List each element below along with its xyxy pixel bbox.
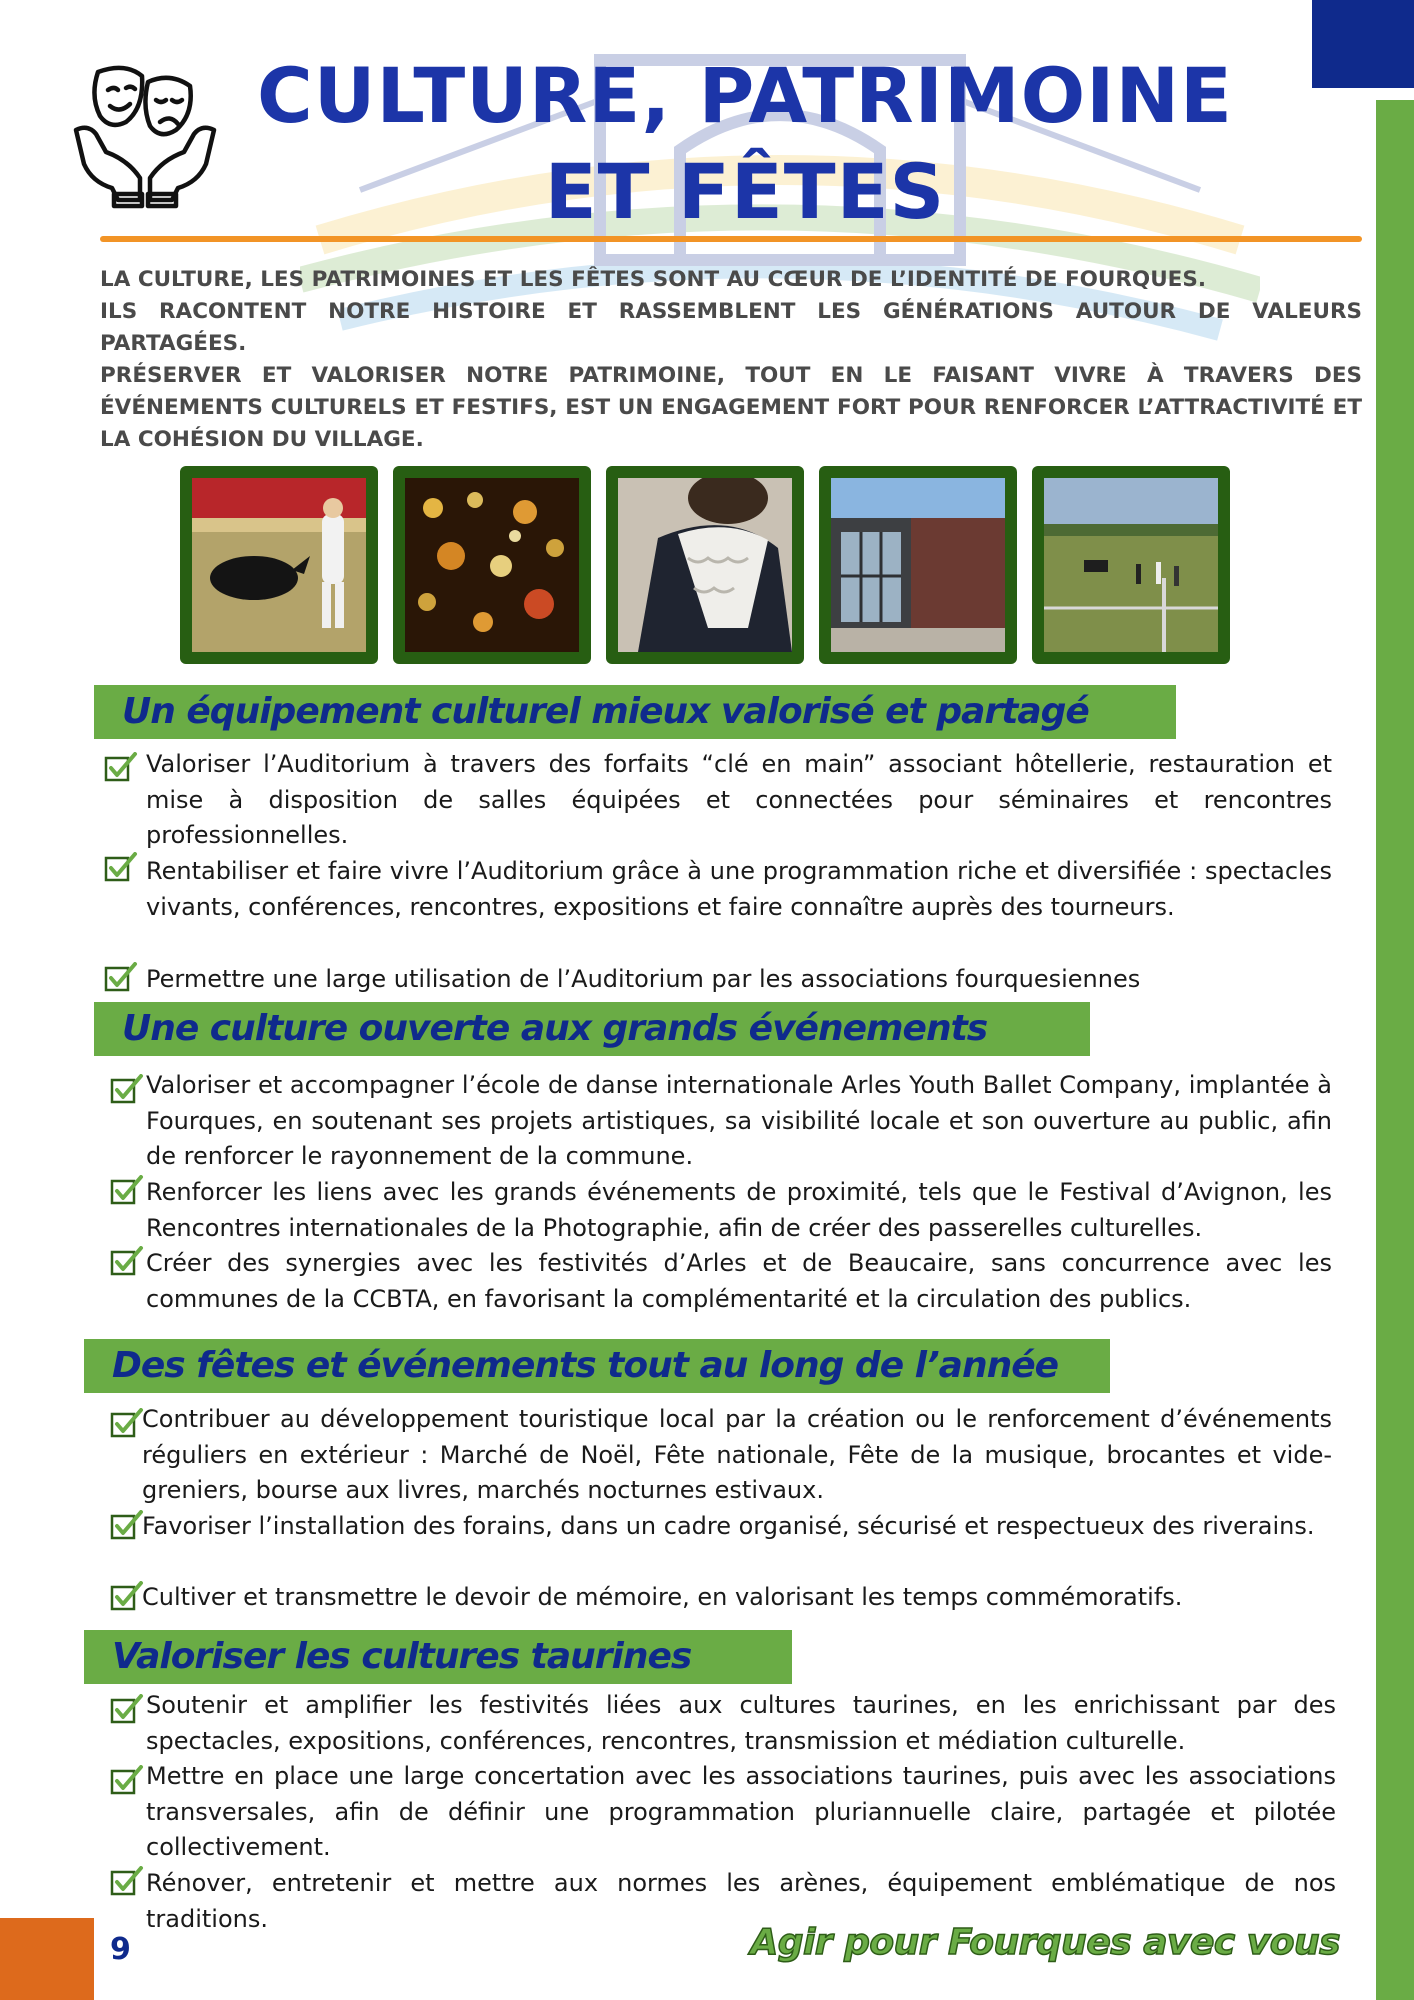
photo-bull-run — [180, 466, 378, 664]
list-item: Favoriser l’installation des forains, dans un cadre organisé, sécurisé et respectueux des riverains. — [142, 1512, 1315, 1540]
auditorium-photo-icon — [831, 478, 1005, 652]
checkbox-icon — [110, 1694, 144, 1726]
bull-photo-icon — [192, 478, 366, 652]
list-item: Créer des synergies avec les festivités d’Arles et de Beaucaire, sans concurrence avec les communes de la CCBTA, en favorisant la complémentarité et la circulation des publics. — [146, 1249, 1332, 1313]
list-item: Rentabiliser et faire vivre l’Auditorium grâce à une programmation riche et diversifiée : spectacles vivants, conférences, rencontres, expositions et faire connaître auprès des tourneurs. — [146, 857, 1332, 921]
field-photo-icon — [1044, 478, 1218, 652]
section-title: Valoriser les cultures taurines — [112, 1636, 692, 1677]
list-item: Mettre en place une large concertation avec les associations taurines, puis avec les associations transversales, afin de définir une programmation pluriannuelle claire, partagée et pilotée collectivement. — [146, 1762, 1336, 1861]
checkbox-icon — [110, 1866, 144, 1898]
lights-photo-icon — [405, 478, 579, 652]
section-title: Un équipement culturel mieux valorisé et partagé — [122, 691, 1089, 732]
checkbox-icon — [110, 1246, 144, 1278]
list-item: Cultiver et transmettre le devoir de mémoire, en valorisant les temps commémoratifs. — [142, 1583, 1183, 1611]
footer-slogan: Agir pour Fourques avec vous — [750, 1922, 1340, 1963]
list-item: Rénover, entretenir et mettre aux normes les arènes, équipement emblématique de nos traditions. — [146, 1869, 1336, 1933]
title-divider — [100, 236, 1362, 242]
list-item: Contribuer au développement touristique local par la création ou le renforcement d’événements réguliers en extérieur : Marché de Noël, Fête nationale, Fête de la musique, brocantes et vide-greniers, bourse aux livres, marchés nocturnes estivaux. — [142, 1405, 1332, 1504]
list-item: Soutenir et amplifier les festivités liées aux cultures taurines, en les enrichissant par des spectacles, expositions, conférences, rencontres, transmission et médiation culturelle. — [146, 1691, 1336, 1755]
section-title: Une culture ouverte aux grands événements — [122, 1008, 988, 1049]
photo-gallery — [180, 466, 1230, 664]
photo-lace-costume — [606, 466, 804, 664]
checkbox-icon — [110, 1408, 144, 1440]
checkbox-icon — [110, 1765, 144, 1797]
intro-paragraph: PRÉSERVER ET VALORISER NOTRE PATRIMOINE, TOUT EN LE FAISANT VIVRE À TRAVERS DES ÉVÉNEMENTS CULTURELS ET FESTIFS, EST UN ENGAGEMENT FORT POUR RENFORCER L’ATTRACTIVITÉ ET LA COHÉSION DU VILLAGE. — [100, 363, 1362, 452]
list-item: Valoriser l’Auditorium à travers des forfaits “clé en main” associant hôtellerie, restauration et mise à disposition de salles équipées et connectées pour séminaires et rencontres professionnelles. — [146, 750, 1332, 849]
photo-auditorium — [819, 466, 1017, 664]
photo-field-event — [1032, 466, 1230, 664]
section-title: Des fêtes et événements tout au long de l’année — [112, 1345, 1059, 1386]
page-title — [190, 48, 1300, 240]
checkbox-icon — [110, 1074, 144, 1106]
checkbox-icon — [104, 852, 138, 884]
title-line-2: ET FÊTES — [544, 147, 946, 236]
corner-blue-block — [1312, 0, 1414, 88]
checkbox-icon — [110, 1510, 144, 1542]
photo-night-lights — [393, 466, 591, 664]
list-item: Renforcer les liens avec les grands événements de proximité, tels que le Festival d’Avignon, les Rencontres internationales de la Photographie, afin de créer des passerelles culturelles. — [146, 1178, 1332, 1242]
title-line-1: CULTURE, PATRIMOINE — [257, 51, 1233, 140]
intro-text — [100, 264, 1362, 456]
checkbox-icon — [110, 1175, 144, 1207]
corner-orange-block — [0, 1918, 94, 2000]
checkbox-icon — [104, 962, 138, 994]
checkbox-icon — [104, 752, 138, 784]
page-number: 9 — [110, 1932, 131, 1967]
list-item: Permettre une large utilisation de l’Auditorium par les associations fourquesiennes — [146, 965, 1141, 993]
checkbox-icon — [110, 1581, 144, 1613]
list-item: Valoriser et accompagner l’école de danse internationale Arles Youth Ballet Company, implantée à Fourques, en soutenant ses projets artistiques, sa visibilité locale et son ouverture au public, afin de renforcer le rayonnement de la commune. — [146, 1071, 1332, 1170]
right-green-bar — [1376, 100, 1414, 2000]
lace-photo-icon — [618, 478, 792, 652]
intro-paragraph: LA CULTURE, LES PATRIMOINES ET LES FÊTES SONT AU CŒUR DE L’IDENTITÉ DE FOURQUES. — [100, 267, 1207, 292]
intro-paragraph: ILS RACONTENT NOTRE HISTOIRE ET RASSEMBLENT LES GÉNÉRATIONS AUTOUR DE VALEURS PARTAGÉES. — [100, 299, 1362, 356]
